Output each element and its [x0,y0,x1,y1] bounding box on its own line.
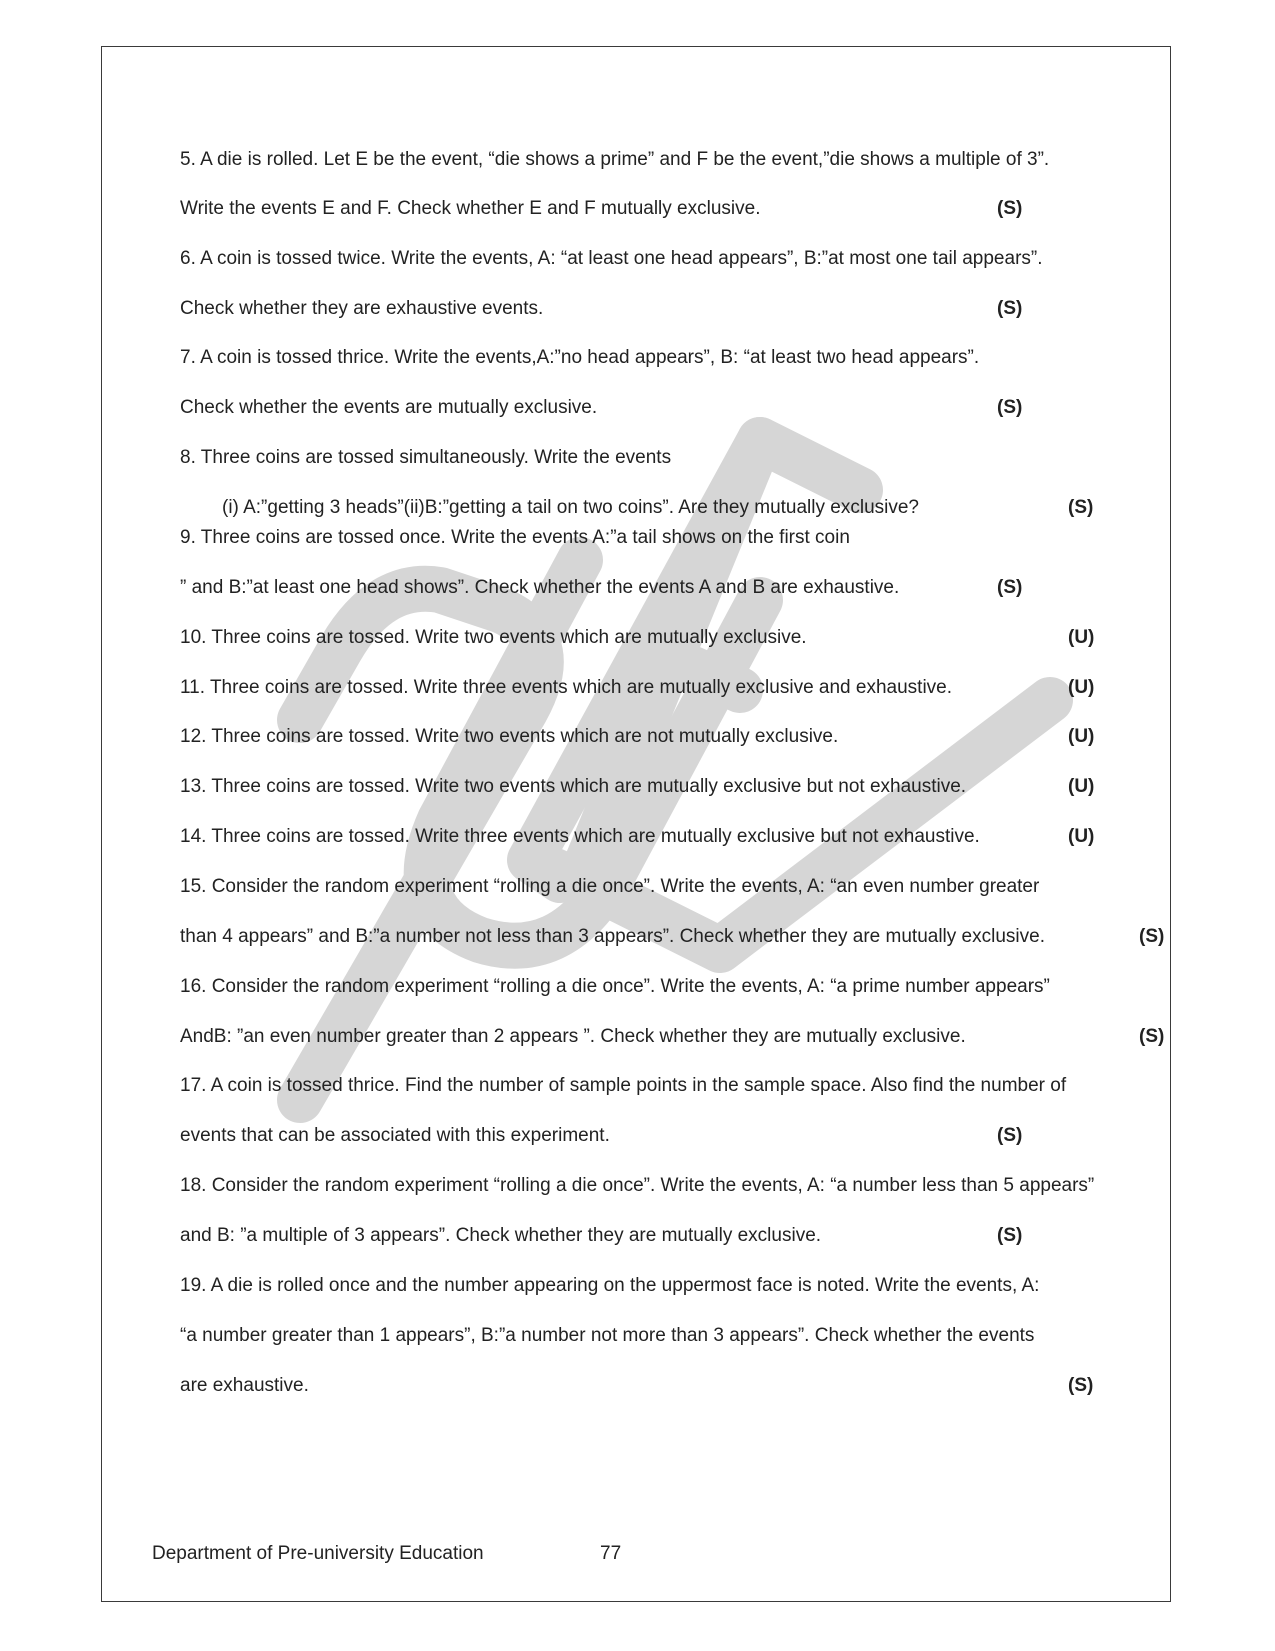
q15-tag: (S) [1139,926,1165,947]
page-border [101,46,1171,1602]
q19-line-3: are exhaustive. [180,1375,309,1396]
q9-line-1: 9. Three coins are tossed once. Write the events A:”a tail shows on the first coin [180,527,850,548]
q14-line-1: 14. Three coins are tossed. Write three events which are mutually exclusive but not exhaustive. [180,826,980,847]
q5-tag: (S) [997,198,1023,219]
q8-line-2: (i) A:”getting 3 heads”(ii)B:”getting a tail on two coins”. Are they mutually exclusive? [222,497,919,518]
q7-line-2: Check whether the events are mutually exclusive. [180,397,598,418]
q6-line-1: 6. A coin is tossed twice. Write the events, A: “at least one head appears”, B:”at most one tail appears”. [180,248,1043,269]
footer-department: Department of Pre-university Education [152,1543,484,1564]
q12-line-1: 12. Three coins are tossed. Write two events which are not mutually exclusive. [180,726,839,747]
q19-line-1: 19. A die is rolled once and the number appearing on the uppermost face is noted. Write the events, A: [180,1275,1040,1296]
q9-tag: (S) [997,577,1023,598]
q16-line-2: AndB: ”an even number greater than 2 appears ”. Check whether they are mutually exclusive. [180,1026,966,1047]
q11-tag: (U) [1068,677,1095,698]
q13-line-1: 13. Three coins are tossed. Write two events which are mutually exclusive but not exhaustive. [180,776,967,797]
q6-tag: (S) [997,298,1023,319]
q16-tag: (S) [1139,1026,1165,1047]
q5-line-1: 5. A die is rolled. Let E be the event, “die shows a prime” and F be the event,”die shows a multiple of 3”. [180,149,1050,170]
footer-page-number: 77 [600,1543,622,1564]
q16-line-1: 16. Consider the random experiment “rolling a die once”. Write the events, A: “a prime number appears” [180,976,1050,997]
q8-line-1: 8. Three coins are tossed simultaneously. Write the events [180,447,672,468]
q10-tag: (U) [1068,627,1095,648]
q8-tag: (S) [1068,497,1094,518]
q12-tag: (U) [1068,726,1095,747]
q14-tag: (U) [1068,826,1095,847]
q10-line-1: 10. Three coins are tossed. Write two events which are mutually exclusive. [180,627,807,648]
q17-tag: (S) [997,1125,1023,1146]
q17-line-2: events that can be associated with this experiment. [180,1125,610,1146]
q5-line-2: Write the events E and F. Check whether E and F mutually exclusive. [180,198,761,219]
q18-tag: (S) [997,1225,1023,1246]
q17-line-1: 17. A coin is tossed thrice. Find the number of sample points in the sample space. Also find the number of [180,1075,1067,1096]
q6-line-2: Check whether they are exhaustive events. [180,298,544,319]
q15-line-2: than 4 appears” and B:”a number not less than 3 appears”. Check whether they are mutually exclusive. [180,926,1045,947]
q7-tag: (S) [997,397,1023,418]
q19-line-2: “a number greater than 1 appears”, B:”a number not more than 3 appears”. Check whether the events [180,1325,1035,1346]
q19-tag: (S) [1068,1375,1094,1396]
q18-line-1: 18. Consider the random experiment “rolling a die once”. Write the events, A: “a number less than 5 appears” [180,1175,1095,1196]
q7-line-1: 7. A coin is tossed thrice. Write the events,A:”no head appears”, B: “at least two head appears”. [180,347,980,368]
q18-line-2: and B: ”a multiple of 3 appears”. Check whether they are mutually exclusive. [180,1225,822,1246]
q15-line-1: 15. Consider the random experiment “rolling a die once”. Write the events, A: “an even number greater [180,876,1040,897]
q9-line-2: ” and B:”at least one head shows”. Check whether the events A and B are exhaustive. [180,577,900,598]
q11-line-1: 11. Three coins are tossed. Write three events which are mutually exclusive and exhaustive. [180,677,953,698]
q13-tag: (U) [1068,776,1095,797]
